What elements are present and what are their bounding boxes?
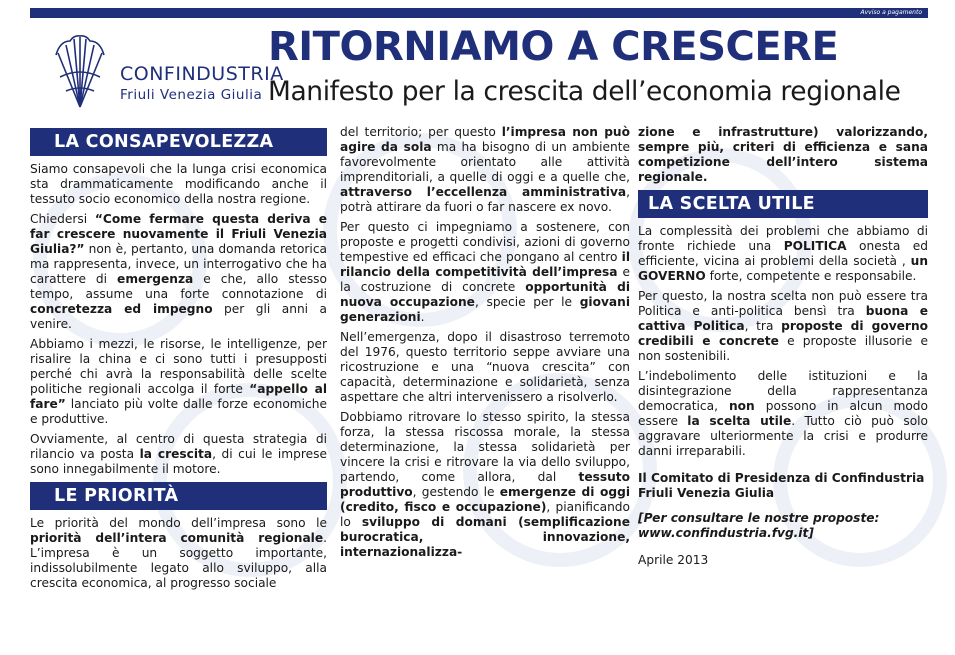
paragraph: zione e infrastrutture) valorizzando, sempre più, criteri di efficienza e sana competizione dell’intero sistema regionale.: [638, 125, 928, 184]
confindustria-logo: [38, 33, 284, 113]
paragraph: del territorio; per questo l’impresa non può agire da sola ma ha bisogno di un ambiente favorevolmente orientato alle attività imprenditoriali, a quelle di oggi e a quelle che, attraverso l’eccellenza amministrativa, potrà attirare da fuori o far nascere ex novo.: [340, 125, 630, 214]
shell-emblem-icon: [50, 33, 110, 111]
column-1: [30, 126, 327, 596]
paragraph: Abbiamo i mezzi, le risorse, le intelligenze, per risalire la china e ci sono tutti i presupposti perché chi avrà la responsabilità delle scelte politiche regionali accolga il forte “appello al fare” lanciato più volte dalle forze economiche e produttive.: [30, 337, 327, 426]
paragraph: L’indebolimento delle istituzioni e la disintegrazione della rappresentanza democratica, non possono in alcun modo essere la scelta utile. Tutto ciò può solo aggravare ulteriormente la crisi e produrre danni irreparabili.: [638, 369, 928, 458]
paragraph: Chiedersi “Come fermare questa deriva e far crescere nuovamente il Friuli Venezia Giulia?” non è, pertanto, una domanda retorica ma rappresenta, invece, un interrogativo che ha carattere di emergenza e che, allo stesso tempo, assume una forte connotazione di concretezza ed impegno per gli anni a venire.: [30, 212, 327, 331]
paragraph: Siamo consapevoli che la lunga crisi economica sta drammaticamente modificando anche il tessuto socio economico della nostra regione.: [30, 162, 327, 206]
section-heading-scelta-utile: LA SCELTA UTILE: [638, 190, 928, 218]
signature: Il Comitato di Presidenza di Confindustria Friuli Venezia Giulia: [638, 471, 925, 500]
date: Aprile 2013: [638, 553, 709, 567]
page-subtitle: Manifesto per la crescita dell’economia regionale: [268, 76, 901, 107]
column-2: [340, 125, 630, 565]
paragraph: Ovviamente, al centro di questa strategia di rilancio va posta la crescita, di cui le imprese sono innegabilmente il motore.: [30, 432, 327, 476]
paragraph: Dobbiamo ritrovare lo stesso spirito, la stessa forza, la stessa riscossa morale, la stessa determinazione, la stessa solidarietà per vincere la crisi e ritrovare la via dello sviluppo, partendo, come allora, dal tessuto produttivo, gestendo le emergenze di oggi (credito, fisco e occupazione), pianificando lo sviluppo di domani (semplificazione burocratica, innovazione, internazionalizza-: [340, 410, 631, 559]
section-heading-priorita: LE PRIORITÀ: [30, 482, 327, 510]
website-link[interactable]: [Per consultare le nostre proposte: www.confindustria.fvg.it]: [638, 511, 880, 540]
paragraph: Per questo ci impegniamo a sostenere, con proposte e progetti condivisi, azioni di governo tempestive ed efficaci che pongano al centro il rilancio della competitività dell’impresa e la costruzione di concrete opportunità di nuova occupazione, specie per le giovani generazioni.: [340, 220, 631, 324]
column-3: [638, 125, 928, 567]
page-title: RITORNIAMO A CRESCERE: [268, 24, 839, 70]
paragraph: Per questo, la nostra scelta non può essere tra Politica e anti-politica bensì tra buona e cattiva Politica, tra proposte di governo credibili e concrete e proposte illusorie e non sostenibili.: [638, 289, 928, 363]
paragraph: Le priorità del mondo dell’impresa sono le priorità dell’intera comunità regionale. L’impresa è un soggetto importante, indissolubilmente legato allo sviluppo, alla crescita economica, al progresso sociale: [30, 516, 327, 590]
logo-name: CONFINDUSTRIA: [120, 63, 284, 85]
banner-tag: Avviso a pagamento: [860, 9, 922, 16]
section-heading-consapevolezza: LA CONSAPEVOLEZZA: [30, 128, 327, 156]
logo-region: Friuli Venezia Giulia: [120, 87, 263, 103]
paragraph: La complessità dei problemi che abbiamo di fronte richiede una POLITICA onesta ed efficiente, vicina ai problemi della società , un GOVERNO forte, competente e responsabile.: [638, 224, 928, 283]
paragraph: Nell’emergenza, dopo il disastroso terremoto del 1976, questo territorio seppe avviare una ricostruzione e una “nuova crescita” con capacità, determinazione e solidarietà, senza aspettare che altri intervenissero a risolverlo.: [340, 330, 630, 404]
